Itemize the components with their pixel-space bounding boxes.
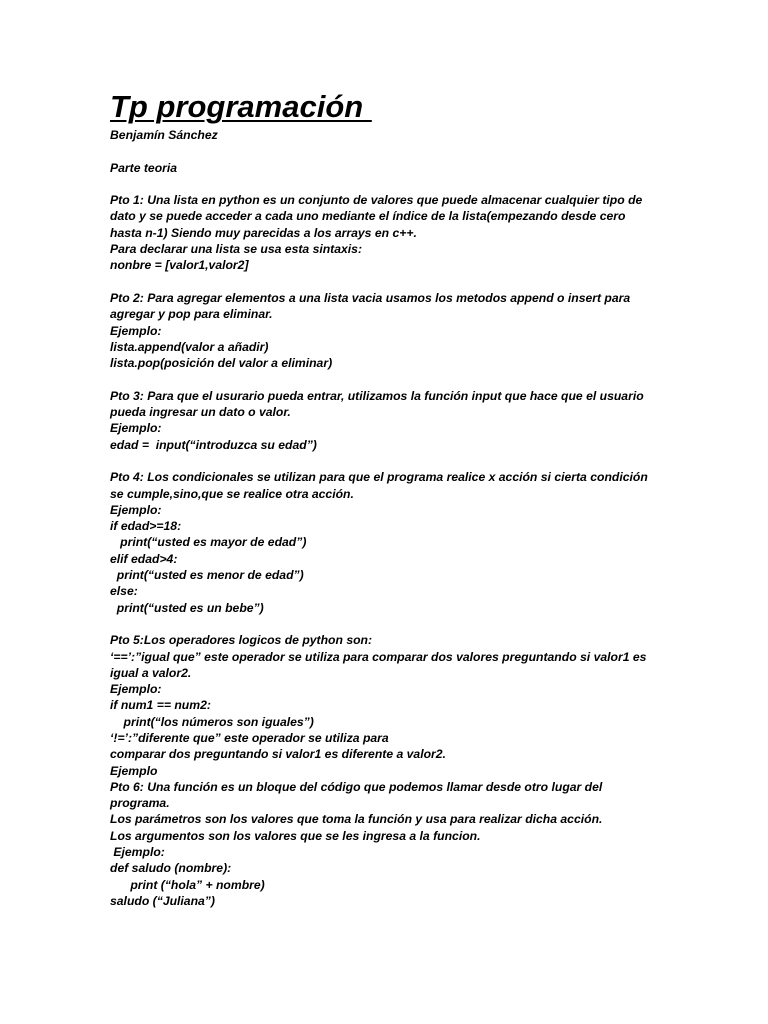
text-line: Ejemplo: — [110, 502, 162, 517]
text-line: Ejemplo: — [110, 845, 165, 860]
text-line: nonbre = [valor1,valor2] — [110, 258, 249, 273]
blank-line — [110, 616, 670, 632]
text-line: Pto 6: Una función es un bloque del código que podemos llamar desde otro lugar del — [110, 779, 603, 794]
text-line: Parte teoria — [110, 160, 178, 175]
text-line: Ejemplo: — [110, 682, 162, 697]
blank-line — [110, 453, 670, 469]
text-line: pueda ingresar un dato o valor. — [110, 405, 291, 420]
text-line: edad = input(“introduzca su edad”) — [110, 437, 317, 452]
text-line: Los argumentos son los valores que se les ingresa a la funcion. — [110, 828, 481, 843]
text-line: lista.append(valor a añadir) — [110, 339, 269, 354]
text-line: elif edad>4: — [110, 551, 178, 566]
text-line: print(“usted es un bebe”) — [110, 600, 264, 615]
text-line: if num1 == num2: — [110, 698, 211, 713]
text-line: Ejemplo — [110, 763, 158, 778]
text-line: igual a valor2. — [110, 665, 192, 680]
text-line: print(“usted es mayor de edad”) — [110, 535, 307, 550]
text-line: Pto 2: Para agregar elementos a una lista vacia usamos los metodos append o insert para — [110, 290, 631, 305]
blank-line — [110, 371, 670, 387]
blank-line — [110, 274, 670, 290]
text-line: comparar dos preguntando si valor1 es diferente a valor2. — [110, 747, 446, 762]
text-line: hasta n-1) Siendo muy parecidas a los arrays en c++. — [110, 225, 417, 240]
text-line: def saludo (nombre): — [110, 861, 232, 876]
text-line: Ejemplo: — [110, 323, 162, 338]
text-line: print(“usted es menor de edad”) — [110, 568, 304, 583]
text-line: Benjamín Sánchez — [110, 128, 218, 142]
text-line: saludo (“Juliana”) — [110, 893, 215, 908]
text-line: print (“hola” + nombre) — [110, 877, 265, 892]
text-line: Los parámetros son los valores que toma la función y usa para realizar dicha acción. — [110, 812, 603, 827]
text-line: Ejemplo: — [110, 421, 162, 436]
document-title: Tp programación — [110, 89, 372, 124]
text-line: else: — [110, 584, 138, 599]
text-line: ‘!=’:”diferente que” este operador se utiliza para — [110, 730, 389, 745]
text-line: ‘==’:”igual que” este operador se utiliza para comparar dos valores preguntando si valor1 es — [110, 649, 647, 664]
text-line: programa. — [110, 796, 170, 811]
document-page — [110, 88, 670, 909]
text-line: Pto 4: Los condicionales se utilizan para que el programa realice x acción si cierta condición — [110, 470, 648, 485]
text-line: se cumple,sino,que se realice otra acción. — [110, 486, 354, 501]
text-line: Pto 5:Los operadores logicos de python son: — [110, 633, 373, 648]
text-line: Pto 1: Una lista en python es un conjunto de valores que puede almacenar cualquier tipo de — [110, 193, 643, 208]
text-line: print(“los números son iguales”) — [110, 714, 314, 729]
text-line: lista.pop(posición del valor a eliminar) — [110, 356, 333, 371]
text-line: dato y se puede acceder a cada uno mediante el índice de la lista(empezando desde cero — [110, 209, 626, 224]
document-body — [110, 127, 670, 909]
text-line: Para declarar una lista se usa esta sintaxis: — [110, 242, 363, 257]
blank-line — [110, 143, 670, 159]
text-line: Pto 3: Para que el usurario pueda entrar, utilizamos la función input que hace que el usuario — [110, 388, 644, 403]
text-line: agregar y pop para eliminar. — [110, 307, 273, 322]
text-line: if edad>=18: — [110, 519, 182, 534]
blank-line — [110, 176, 670, 192]
